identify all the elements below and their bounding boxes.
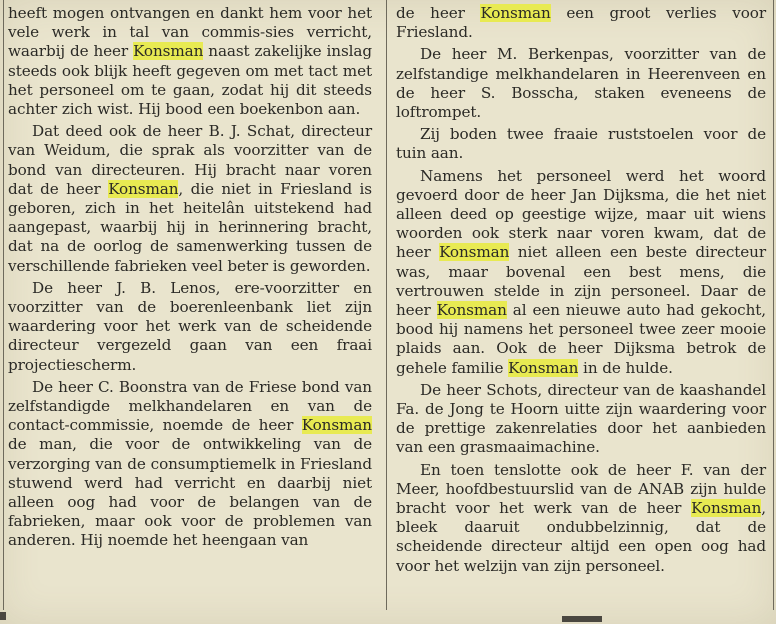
highlighted-name: Konsman [691, 499, 762, 518]
article-text: naast zakelijke inslag steeds ook blijk heeft gegeven om met tact met het personeel om te gaan, zodat hij dit steeds achter zich wist. Hij bood een boekenbon aan. [8, 42, 372, 119]
article-text: een groot verlies voor Friesland. [396, 4, 766, 42]
article-text: sies verricht, waarbij de heer [8, 23, 372, 61]
column-rule-middle [386, 0, 387, 610]
highlighted-name: Konsman [480, 4, 551, 22]
article-paragraph [396, 167, 766, 378]
highlighted-name: Konsman [108, 179, 179, 198]
article-text: voor het vele werk in tal van commis- [8, 4, 372, 42]
article-text: Namens het personeel werd het woord gevoerd door de heer Jan Dijksma, die het niet alleen deed op geestige wijze, maar uit wiens woorden ook sterk naar voren kwam, dat de heer [396, 166, 766, 262]
highlighted-name: Konsman [133, 42, 204, 61]
article-text: De heer Schots, directeur van de kaashandel Fa. de Jong te Hoorn uitte zijn waardering voor de prettige zakenrelaties door het aanbieden van een grasmaaimachine. [396, 380, 766, 457]
article-text: De heer J. B. Lenos, ere-voorzitter en voorzitter van de boerenleenbank liet zijn waardering voor het werk van de scheidende directeur vergezeld gaan van een fraai projectiescherm. [8, 278, 372, 374]
article-paragraph [8, 4, 372, 119]
highlighted-name: Konsman [436, 301, 507, 320]
article-text: , die niet in Friesland is geboren, zich in het heitelân uitstekend had aangepast, waarbij hij in herinnering bracht, dat na de oorlog de samenwerking tussen de verschillende fabrieken veel beter is geworden. [8, 179, 373, 275]
bottom-edge-mark [562, 616, 602, 622]
article-text: de heer [396, 4, 481, 22]
highlighted-name: Konsman [508, 358, 579, 377]
article-column-right [396, 4, 766, 579]
article-paragraph [8, 122, 372, 276]
article-paragraph [396, 125, 766, 163]
article-text: Zij boden twee fraaie ruststoelen voor de tuin aan. [396, 125, 766, 163]
article-paragraph [396, 461, 766, 576]
article-text: de man, die voor de ontwikkeling van de verzorging van de consumptiemelk in Friesland stuwend werd had verricht en daarbij niet alleen oog had voor de belangen van de fabrieken, maar ook voor de problemen van anderen. Hij noemde het heengaan van [8, 435, 372, 550]
bottom-edge-mark [0, 612, 6, 620]
article-text: En toen tenslotte ook de heer F. van der Meer, hoofdbestuurslid van de ANAB zijn hulde bracht voor het werk van de heer [396, 460, 766, 518]
article-text: heeft mogen ontvangen en dankt hem [8, 4, 308, 22]
article-text: Dat deed ook de heer B. J. Schat, directeur van Weidum, die sprak als voorzitter van de bond van directeuren. Hij bracht naar voren dat de heer [8, 122, 372, 198]
article-text: De heer C. Boonstra van de Friese bond van zelfstandigde melkhandelaren en van de contact-commissie, noemde de heer [8, 377, 372, 435]
article-paragraph [396, 45, 766, 122]
article-text: al een nieuwe auto had gekocht, bood hij namens het personeel twee zeer mooie plaids aan. Ook de heer Dijksma betrok de gehele familie [396, 301, 766, 377]
article-text: De heer M. Berkenpas, voorzitter van de zelfstandige melkhandelaren in Heerenveen en de heer S. Bosscha, staken eveneens de loftrompet. [396, 45, 766, 122]
article-text: in de hulde. [578, 358, 673, 377]
column-rule-left [3, 0, 4, 610]
article-paragraph [396, 4, 766, 42]
article-text: niet alleen een beste directeur was, maar bovenal een best mens, die vertrouwen stelde in zijn personeel. Daar de heer [396, 243, 766, 320]
highlighted-name: Konsman [439, 243, 510, 262]
article-column-left [8, 4, 372, 554]
column-rule-right [773, 0, 774, 610]
article-text: , bleek daaruit ondubbelzinnig, dat de scheidende directeur altijd een open oog had voor het welzijn van zijn personeel. [396, 499, 766, 575]
article-paragraph [8, 378, 372, 551]
article-paragraph [396, 381, 766, 458]
article-paragraph [8, 279, 372, 375]
highlighted-name: Konsman [301, 416, 372, 435]
